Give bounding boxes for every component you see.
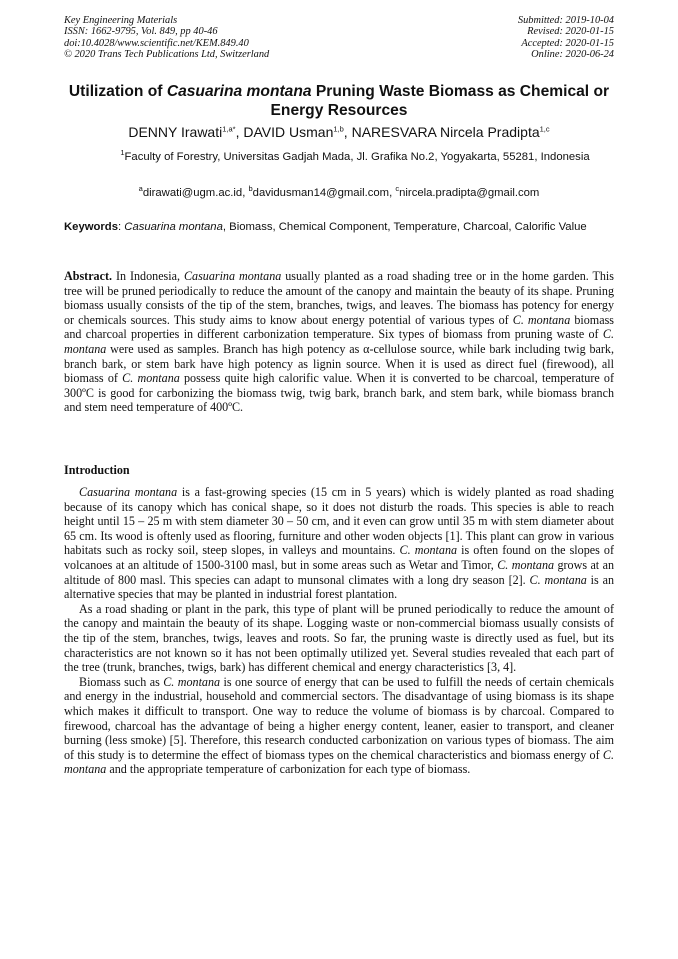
paper-title — [60, 82, 618, 120]
email-list — [60, 186, 618, 200]
author-separator: , — [343, 124, 352, 140]
author-separator: , — [235, 124, 244, 140]
journal-doi: doi:10.4028/www.scientific.net/KEM.849.40 — [64, 37, 249, 49]
date-online: Online: 2020-06-24 — [531, 48, 614, 60]
abstract-text — [64, 269, 614, 414]
text-run: is one source of energy that can be used to fulfill the needs of certain chemicals and energy in the industrial, household and commercial sectors. The disadvantage of using biomass is its shape which makes it difficult to transport. One way to reduce the volume of biomass is by charcoal. Compared to firewood, charcoal has the advantage of being a higher energy content, leaner, easier to transport, and cleaner burning (less smoke) [5]. Therefore, this research conducted carbonization on various types of biomass. The aim of this study is to determine the effect of biomass types on the chemical characteristics and biomass energy of — [64, 674, 614, 762]
introduction-paragraph — [64, 602, 614, 675]
keywords-first: Casuarina montana — [124, 221, 223, 233]
author-affiliation-mark: 1,c — [539, 124, 550, 134]
text-run: In Indonesia, — [112, 269, 184, 283]
author-name: DAVID Usman — [243, 124, 334, 140]
email-mark: a — [138, 184, 143, 194]
email-address: nircela.pradipta@gmail.com — [399, 187, 540, 199]
text-run: As a road shading or plant in the park, this type of plant will be pruned periodically to reduce the amount of the canopy and maintain the beauty of its shape. Logging waste or non-commercial biomass usually consists of the tip of the stem, branches, twigs, leaves and roots. So far, the pruning waste is directly used as fuel, but its characteristics are not known so it has not been optimally utilized yet. Several studies revealed that each part of the tree (trunk, branches, twigs, bark) has different chemical and energy characteristics [3, 4]. — [64, 601, 614, 675]
email-separator: , — [389, 187, 396, 199]
affiliation-mark: 1 — [120, 148, 125, 158]
introduction-body — [64, 485, 614, 777]
italic-text: Casuarina montana — [183, 269, 282, 283]
date-submitted: Submitted: 2019-10-04 — [517, 15, 614, 26]
text-run: possess quite high calorific value. When it is converted to be charcoal, temperature of 300ºC is good for carbonizing the biomass twig, twig bark, branch bark, and stem bark, while biomass branch and stem need temperature of 400ºC. — [64, 371, 614, 415]
email-mark: c — [395, 184, 400, 194]
email-address: dirawati@ugm.ac.id — [142, 187, 243, 199]
introduction-heading: Introduction — [64, 463, 130, 477]
text-run: biomass and charcoal properties in different carbonization temperature. Six types of biomass from pruning waste of — [64, 312, 614, 342]
keywords — [64, 220, 614, 235]
italic-text: C. montana — [497, 557, 555, 572]
journal-issn: ISSN: 1662-9795, Vol. 849, pp 40-46 — [64, 26, 218, 38]
italic-text: Casuarina montana — [79, 485, 178, 499]
text-run: grows at an altitude of 800 masl. This species can adapt to munsonal climates with a long dry season [2]. — [64, 557, 615, 587]
text-run: is an alternative species that may be planted in industrial forest plantation. — [64, 572, 615, 602]
affiliation — [110, 150, 600, 165]
abstract-label: Abstract. — [64, 269, 113, 283]
email-mark: b — [248, 184, 253, 194]
author-name: DENNY Irawati — [128, 124, 223, 140]
journal-name: Key Engineering Materials — [64, 15, 178, 26]
publication-dates — [518, 15, 614, 60]
italic-text: C. montana — [512, 312, 571, 327]
date-accepted: Accepted: 2020-01-15 — [521, 37, 614, 49]
text-run: and the appropriate temperature of carbonization for each type of biomass. — [106, 762, 471, 777]
date-revised: Revised: 2020-01-15 — [527, 26, 614, 38]
title-species: Casuarina montana — [166, 83, 312, 100]
italic-text: C. montana — [64, 327, 614, 356]
journal-copyright: © 2020 Trans Tech Publications Ltd, Switzerland — [64, 48, 270, 60]
keywords-label: Keywords — [64, 221, 118, 233]
text-run: were used as samples. Branch has high potency as α-cellulose source, while bark including twig bark, branch bark, or stem bark have high potency as lignin source. When it is used as direct fuel (firewood), all biomass of — [64, 341, 614, 386]
email-separator: , — [242, 187, 249, 199]
title-part-2: Pruning Waste Biomass as Chemical or Energy Resources — [270, 83, 610, 119]
italic-text: C. montana — [529, 572, 587, 587]
journal-info — [64, 15, 269, 60]
author-list — [60, 124, 618, 141]
email-address: davidusman14@gmail.com — [252, 187, 390, 199]
text-run: is often found on the slopes of volcanoes at an altitude of 1500-3100 masl, but in some areas such as Wetar and Timor, — [64, 543, 614, 572]
italic-text: C. montana — [122, 371, 180, 386]
italic-text: C. montana — [64, 747, 614, 777]
italic-text: C. montana — [399, 543, 458, 558]
introduction-paragraph — [64, 675, 614, 777]
abstract — [64, 269, 614, 415]
keywords-rest: , Biomass, Chemical Component, Temperature, Charcoal, Calorific Value — [222, 221, 587, 233]
introduction-paragraph — [64, 485, 614, 602]
author-name: NARESVARA Nircela Pradipta — [351, 124, 540, 140]
affiliation-text: Faculty of Forestry, Universitas Gadjah Mada, Jl. Grafika No.2, Yogyakarta, 55281, Indonesia — [124, 151, 590, 163]
keywords-colon: : — [118, 221, 125, 233]
title-part-1: Utilization of — [68, 83, 167, 100]
italic-text: C. montana — [163, 674, 221, 689]
text-run: Biomass such as — [79, 674, 164, 689]
text-run: is a fast-growing species (15 cm in 5 years) which is widely planted as road shading because of its canopy which has conical shape, so it does not disturb the roads. This species is able to reach height until 15 – 25 m with stem diameter 30 – 50 cm, and it even can grow until 35 m with stem diameter about 65 cm. Its wood is oftenly used as flooring, furniture and other woden objects [1]. This plant can grow in various habitats such as rocky soil, steep slopes, in valleys and mountains. — [64, 485, 614, 558]
text-run: usually planted as a road shading tree or in the home garden. This tree will be pruned periodically to reduce the amount of the canopy and maintain the beauty of its shape. Pruning biomass usually consists of the tip of the stem, branches, twigs, and leaves. The biomass has potency for energy or chemicals sources. This study aims to know about energy potential of various types of — [64, 269, 614, 327]
author-affiliation-mark: 1,b — [333, 124, 344, 134]
author-affiliation-mark: 1,a* — [222, 124, 236, 134]
